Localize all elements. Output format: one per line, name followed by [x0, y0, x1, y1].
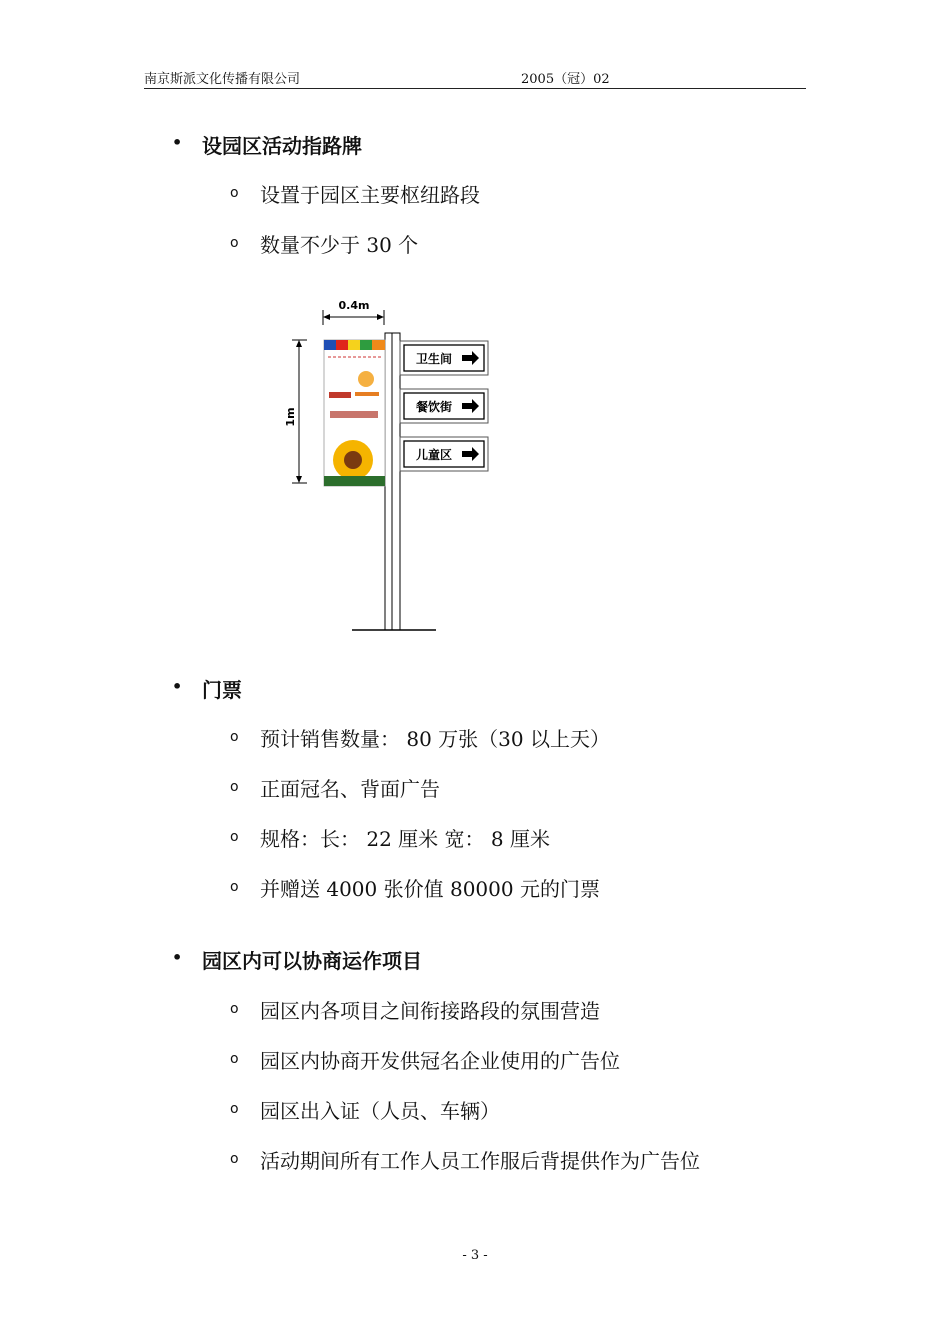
- circle-bullet-icon: o: [230, 879, 239, 895]
- bullet-icon: •: [172, 948, 183, 967]
- direction-sign: [400, 389, 488, 423]
- company-name: 南京斯派文化传播有限公司: [144, 72, 301, 87]
- height-label: 1m: [284, 407, 297, 427]
- circle-bullet-icon: o: [230, 779, 239, 795]
- bullet-icon: •: [172, 133, 183, 152]
- width-label: 0.4m: [338, 299, 370, 312]
- circle-bullet-icon: o: [230, 1101, 239, 1117]
- banner-image: [324, 340, 385, 486]
- bullet-icon: •: [172, 677, 183, 696]
- circle-bullet-icon: o: [230, 185, 239, 201]
- document-number: 2005（冠）02: [521, 72, 610, 87]
- circle-bullet-icon: o: [230, 729, 239, 745]
- circle-bullet-icon: o: [230, 1151, 239, 1167]
- circle-bullet-icon: o: [230, 829, 239, 845]
- sign-label: 餐饮街: [415, 400, 453, 414]
- direction-sign: [400, 437, 488, 471]
- sign-label: 儿童区: [415, 448, 453, 462]
- circle-bullet-icon: o: [230, 235, 239, 251]
- signpost-diagram: [280, 295, 500, 640]
- page-header: [144, 66, 806, 89]
- circle-bullet-icon: o: [230, 1001, 239, 1017]
- circle-bullet-icon: o: [230, 1051, 239, 1067]
- sign-label: 卫生间: [415, 352, 453, 366]
- direction-sign: [400, 341, 488, 375]
- page-number: - 3 -: [462, 1248, 488, 1263]
